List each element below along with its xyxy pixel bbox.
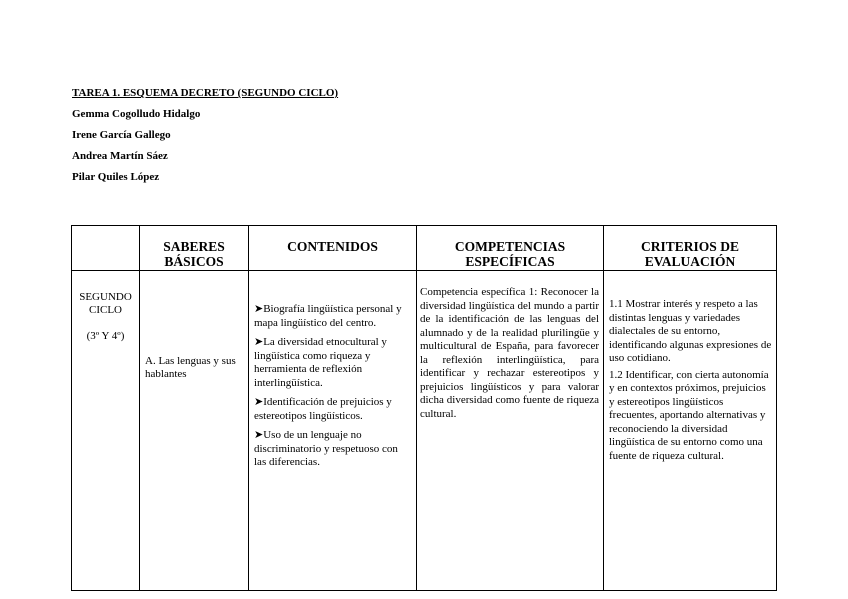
saberes-cell: A. Las lenguas y sus hablantes [140, 271, 249, 591]
curriculum-table [71, 225, 777, 591]
cycle-label: SEGUNDO CICLO [79, 291, 132, 316]
table-header-row [72, 226, 777, 271]
author-name: Andrea Martín Sáez [72, 150, 168, 162]
header-criterios-evaluacion: CRITERIOS DE EVALUACIÓN [604, 226, 777, 271]
content-item: ➤Biografía lingüística personal y mapa lingüístico del centro. [254, 303, 402, 329]
criterion-item: 1.1 Mostrar interés y respeto a las distintas lenguas y variedades dialectales de su entorno, identificando algunas expresiones de uso cotidiano. [609, 298, 772, 364]
contenidos-cell [249, 271, 417, 591]
cycle-cell [72, 271, 140, 591]
table-row [72, 271, 777, 591]
cycle-years: (3º Y 4º) [86, 330, 125, 342]
content-item: ➤Identificación de prejuicios y estereotipos lingüísticos. [254, 396, 392, 422]
header-cell-empty [72, 226, 140, 271]
header-saberes-basicos: SABERES BÁSICOS [140, 226, 249, 271]
criterios-cell [604, 271, 777, 591]
author-name: Irene García Gallego [72, 129, 171, 141]
content-item: ➤Uso de un lenguaje no discriminatorio y respetuoso con las diferencias. [254, 429, 398, 468]
author-name: Pilar Quiles López [72, 171, 160, 183]
content-item: ➤La diversidad etnocultural y lingüística como riqueza y herramienta de reflexión interlingüística. [254, 336, 387, 389]
header-competencias-especificas: COMPETENCIAS ESPECÍFICAS [417, 226, 604, 271]
header-contenidos: CONTENIDOS [249, 226, 417, 271]
competencias-cell: Competencia específica 1: Reconocer la diversidad lingüística del mundo a partir de la identificación de las lenguas del alumnado y de la realidad plurilingüe y multicultural de España, para favorecer la reflexión interlingüística, para identificar y rechazar estereotipos y prejuicios lingüísticos y para valorar dicha diversidad como fuente de riqueza cultural. [417, 271, 604, 591]
author-name: Gemma Cogolludo Hidalgo [72, 108, 201, 120]
document-title: TAREA 1. ESQUEMA DECRETO (SEGUNDO CICLO) [72, 87, 339, 99]
criterion-item: 1.2 Identificar, con cierta autonomía y en contextos próximos, prejuicios y estereotipos lingüísticos frecuentes, aportando alternativas y reconociendo la diversidad lingüística de su entorno como una fuente de riqueza cultural. [609, 368, 769, 462]
